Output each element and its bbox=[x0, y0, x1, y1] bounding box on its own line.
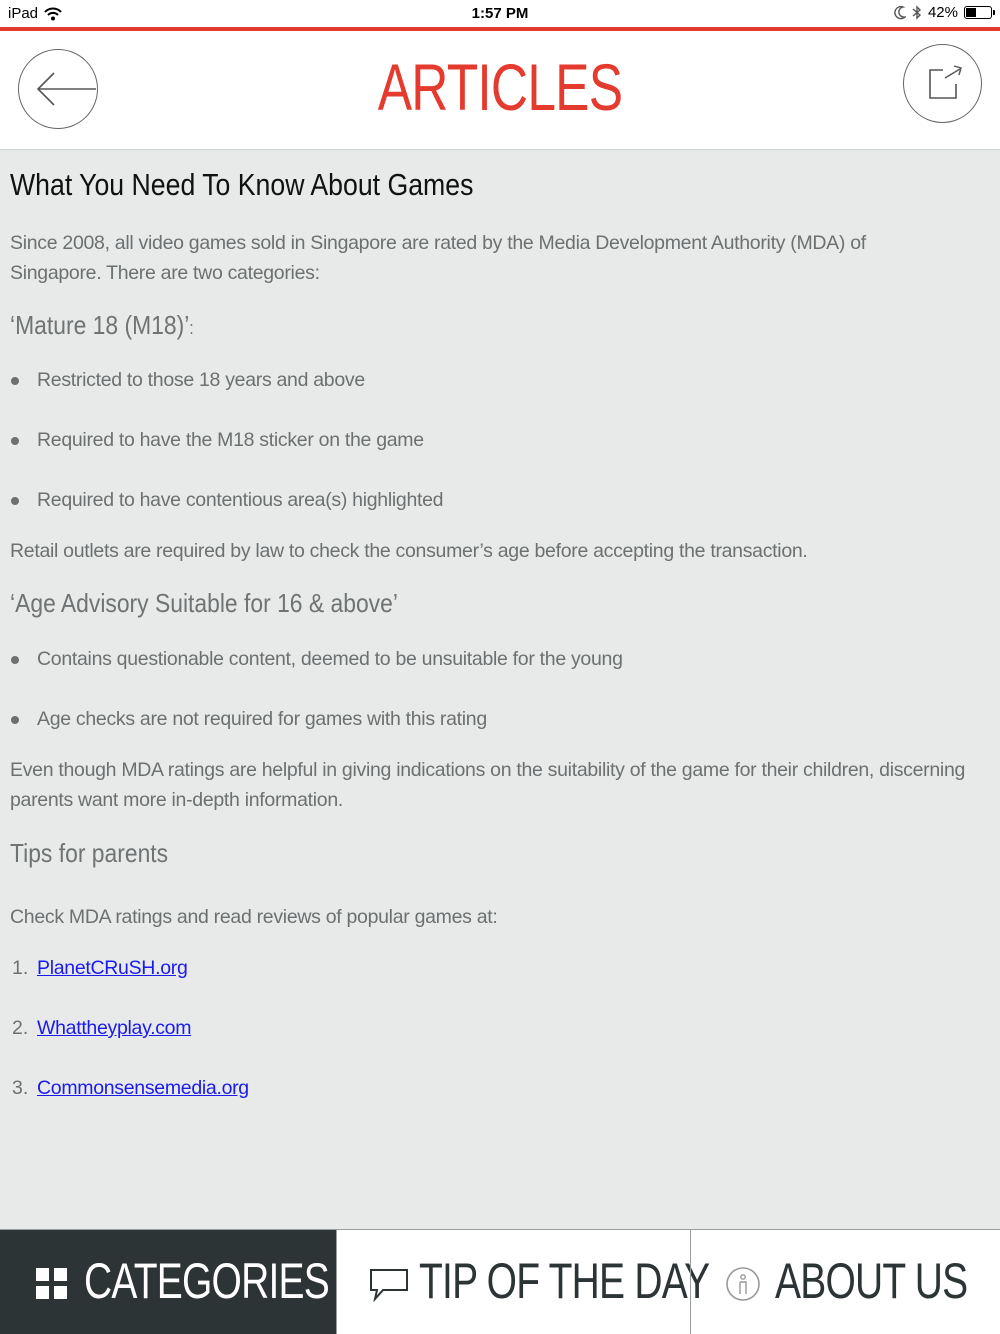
share-icon bbox=[903, 44, 982, 123]
tab-tip-label: TIP OF THE DAY bbox=[419, 1253, 710, 1309]
tab-tip-of-the-day[interactable] bbox=[336, 1230, 710, 1334]
bottom-tab-bar bbox=[0, 1229, 1000, 1334]
tab-categories[interactable] bbox=[0, 1230, 336, 1334]
bullet-icon bbox=[11, 656, 19, 664]
share-button[interactable] bbox=[903, 44, 982, 123]
m18-heading-text: ‘Mature 18 (M18)’ bbox=[10, 310, 190, 340]
battery-level bbox=[966, 8, 976, 17]
list-item-text: Age checks are not required for games with this rating bbox=[37, 708, 487, 730]
status-bar bbox=[0, 0, 1000, 27]
commonsensemedia-link[interactable]: Commonsensemedia.org bbox=[37, 1077, 249, 1099]
tips-heading: Tips for parents bbox=[10, 838, 169, 868]
planetcrush-link[interactable]: PlanetCRuSH.org bbox=[37, 957, 188, 979]
list-item-text: Restricted to those 18 years and above bbox=[37, 369, 365, 391]
m18-heading bbox=[10, 310, 194, 341]
list-item-text: Required to have contentious area(s) highlighted bbox=[37, 489, 444, 511]
bullet-icon bbox=[11, 437, 19, 445]
list-item-text: Contains questionable content, deemed to be unsuitable for the young bbox=[37, 648, 623, 670]
tab-categories-label: CATEGORIES bbox=[84, 1253, 330, 1309]
advisory-heading: ‘Age Advisory Suitable for 16 & above’ bbox=[10, 588, 398, 618]
back-button[interactable] bbox=[18, 49, 98, 129]
m18-heading-colon: : bbox=[189, 318, 194, 338]
retail-note: Retail outlets are required by law to check the consumer’s age before accepting the transaction. bbox=[10, 540, 808, 562]
grid-icon bbox=[36, 1268, 68, 1300]
tips-intro: Check MDA ratings and read reviews of popular games at: bbox=[10, 906, 498, 928]
bullet-icon bbox=[11, 497, 19, 505]
list-item-text: Required to have the M18 sticker on the game bbox=[37, 429, 424, 451]
speech-bubble-icon bbox=[369, 1268, 409, 1302]
parents-note: Even though MDA ratings are helpful in giving indications on the suitability of the game for their children, discerning parents want more in-depth information. bbox=[10, 759, 966, 811]
bluetooth-icon bbox=[912, 5, 922, 20]
whattheyplay-link[interactable]: Whattheyplay.com bbox=[37, 1017, 192, 1039]
page-title: ARTICLES bbox=[377, 50, 623, 124]
back-arrow-icon bbox=[18, 49, 98, 129]
device-label: iPad bbox=[8, 5, 39, 22]
article-title: What You Need To Know About Games bbox=[10, 167, 474, 202]
battery-percent: 42% bbox=[927, 4, 958, 21]
list-number: 1. bbox=[12, 957, 29, 979]
list-number: 2. bbox=[12, 1017, 29, 1039]
list-number: 3. bbox=[12, 1077, 29, 1099]
moon-icon bbox=[894, 6, 906, 20]
bullet-icon bbox=[11, 377, 19, 385]
tab-about-label: ABOUT US bbox=[775, 1253, 968, 1309]
bullet-icon bbox=[11, 716, 19, 724]
info-icon bbox=[725, 1266, 761, 1302]
article-intro: Since 2008, all video games sold in Singapore are rated by the Media Development Authority (MDA) of Singapore. There are two categories: bbox=[10, 232, 866, 284]
status-time: 1:57 PM bbox=[471, 5, 529, 22]
header bbox=[0, 31, 1000, 150]
tab-about-us[interactable] bbox=[690, 1230, 1000, 1334]
battery-icon bbox=[964, 6, 992, 19]
